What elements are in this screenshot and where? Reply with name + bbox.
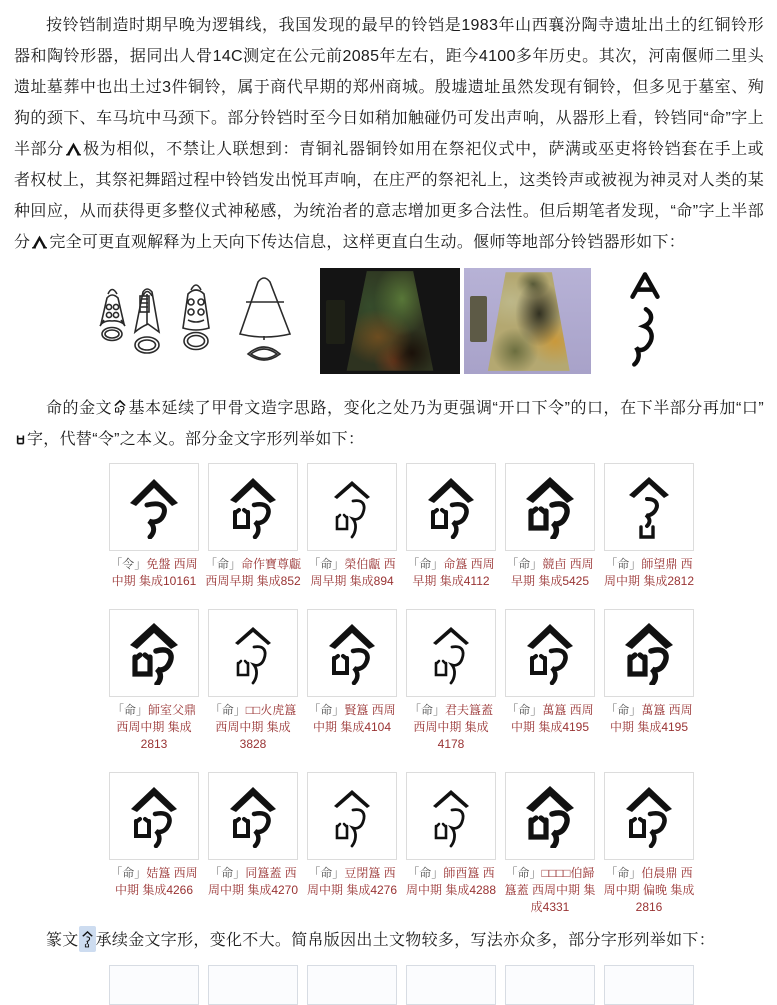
bronze-glyph-card	[307, 772, 397, 916]
bronze-glyph-image[interactable]	[208, 463, 298, 551]
seal-ming-inline-icon[interactable]	[79, 926, 96, 952]
caption-period-id: 西周中期 集成4266	[114, 866, 198, 897]
caption-bracket: 「命」	[407, 557, 444, 571]
bronze-glyph-caption	[204, 702, 302, 753]
paragraph2-text-c: 字，代替“令”之本义。部分金文字形列举如下：	[27, 431, 365, 448]
bronze-glyph-caption	[303, 702, 401, 736]
caption-bracket: 「命」	[605, 866, 642, 880]
bronze-glyph-card	[109, 463, 199, 590]
caption-bracket: 「命」	[110, 866, 147, 880]
bronze-glyph-caption	[501, 556, 599, 590]
bronze-glyph-caption	[402, 702, 500, 753]
bronze-glyph-card	[604, 609, 694, 753]
bronze-glyph-card	[208, 609, 298, 753]
bronze-glyph-card	[604, 772, 694, 916]
caption-period-id: 西周中期 集成4195	[510, 703, 594, 734]
paragraph2-text-a: 命的金文	[46, 400, 113, 417]
bell-body	[484, 272, 573, 371]
caption-vessel-name: 師酉簋	[443, 866, 480, 880]
bell-line-drawings-image[interactable]	[88, 274, 316, 366]
ji-glyph-icon	[30, 234, 49, 251]
paragraph1-text-b: 极为相似，不禁让人联想到：青铜礼器铜铃如用在祭祀仪式中，萨满或巫吏将铃铛套在手上或者权杖上，其祭祀舞蹈过程中铃铛发出悦耳声响，在庄严的祭祀礼上，这类铃声或被视为神灵对人类的某种回应，从而获得更多整仪式神秘感，为统治者的意志增加更多合法性。但后期笔者发现，“命”字上半部分	[14, 141, 764, 251]
bronze-glyph-image[interactable]	[406, 772, 496, 860]
caption-vessel-name: 榮伯甗	[344, 557, 381, 571]
paragraph-bells-history	[14, 10, 764, 258]
caption-bracket: 「命」	[308, 703, 345, 717]
ji-glyph-icon	[64, 141, 83, 158]
caption-vessel-name: 命作寶尊甗	[241, 557, 302, 571]
bronze-glyph-card	[505, 772, 595, 916]
bronze-glyph-card	[204, 463, 302, 590]
bronze-glyph-card-partial[interactable]	[604, 965, 694, 1005]
bronze-glyph-caption	[402, 556, 500, 590]
caption-vessel-name: 命簋	[443, 557, 468, 571]
caption-period-id: 西周早期 集成852	[205, 574, 301, 588]
bronze-glyph-image[interactable]	[604, 609, 694, 697]
bronze-glyph-caption	[303, 556, 401, 590]
bronze-glyph-caption	[402, 865, 500, 899]
bronze-glyph-image[interactable]	[604, 463, 694, 551]
caption-vessel-name: 賢簋	[344, 703, 369, 717]
bronze-glyph-card	[406, 772, 496, 916]
bronze-glyph-image[interactable]	[208, 772, 298, 860]
bronze-glyph-card	[406, 463, 496, 590]
paragraph-seal-script	[14, 925, 764, 956]
caption-period-id: 西周中期 集成3828	[215, 720, 291, 751]
bronze-glyph-caption	[204, 556, 302, 590]
bronze-glyph-card	[505, 463, 595, 590]
bronze-glyph-card-partial[interactable]	[109, 965, 199, 1005]
caption-vessel-name: 萬簋	[641, 703, 666, 717]
caption-vessel-name: 師望鼎	[641, 557, 678, 571]
bronze-glyph-card-partial[interactable]	[307, 965, 397, 1005]
caption-period-id: 西周中期 集成4331	[530, 883, 596, 914]
bronze-glyph-card-partial[interactable]	[406, 965, 496, 1005]
caption-period-id: 西周早期 集成4112	[412, 557, 495, 588]
caption-period-id: 西周中期 集成4195	[609, 703, 693, 734]
bronze-glyph-grid	[109, 463, 764, 916]
caption-bracket: 「命」	[308, 557, 345, 571]
bronze-glyph-image[interactable]	[604, 772, 694, 860]
bell-body	[340, 271, 441, 371]
caption-vessel-name: 萬簋	[542, 703, 567, 717]
bronze-bell-photo-dark[interactable]	[320, 268, 460, 374]
bronze-glyph-image[interactable]	[505, 609, 595, 697]
bronze-glyph-card	[208, 772, 298, 916]
caption-bracket: 「命」	[505, 866, 542, 880]
bronze-ming-inline-icon[interactable]	[112, 395, 128, 419]
caption-vessel-name: 姞簋	[146, 866, 171, 880]
bronze-glyph-card-partial[interactable]	[505, 965, 595, 1005]
bronze-glyph-image[interactable]	[208, 609, 298, 697]
caption-period-id: 西周中期 集成4178	[413, 720, 489, 751]
caption-vessel-name: 豆閉簋	[344, 866, 381, 880]
caption-bracket: 「命」	[407, 866, 444, 880]
bronze-glyph-caption	[204, 865, 302, 899]
paragraph3-text-b: 承续金文字形，变化不大。简帛版因出土文物较多，写法亦众多，部分字形列举如下：	[95, 932, 716, 949]
bronze-glyph-image[interactable]	[307, 609, 397, 697]
bell-lug	[326, 300, 346, 345]
caption-vessel-name: □□□□伯歸簋蓋	[504, 866, 595, 897]
bell-lug	[470, 296, 487, 343]
caption-period-id: 西周中期 集成4104	[312, 703, 396, 734]
kou-glyph-icon[interactable]	[14, 432, 27, 447]
caption-bracket: 「令」	[110, 557, 147, 571]
bronze-glyph-image[interactable]	[505, 772, 595, 860]
caption-period-id: 西周中期 集成4270	[207, 866, 299, 897]
caption-bracket: 「命」	[209, 703, 246, 717]
bronze-glyph-card	[505, 609, 595, 753]
caption-vessel-name: □□火虎簋	[245, 703, 297, 717]
bronze-glyph-caption	[600, 702, 698, 736]
caption-vessel-name: 君夫簋蓋	[445, 703, 494, 717]
bronze-glyph-image[interactable]	[109, 772, 199, 860]
caption-vessel-name: 同簋蓋	[245, 866, 282, 880]
caption-period-id: 西周中期 集成10161	[111, 557, 198, 588]
bronze-glyph-caption	[501, 865, 599, 916]
bronze-glyph-card	[307, 463, 397, 590]
caption-period-id: 西周中期 集成2812	[603, 557, 695, 588]
bronze-glyph-card	[307, 609, 397, 753]
caption-bracket: 「命」	[111, 703, 148, 717]
bronze-glyph-caption	[600, 556, 698, 590]
bronze-glyph-image[interactable]	[109, 609, 199, 697]
caption-bracket: 「命」	[209, 866, 246, 880]
caption-vessel-name: 師室父鼎	[148, 703, 197, 717]
bronze-glyph-card	[109, 609, 199, 753]
caption-bracket: 「命」	[506, 557, 543, 571]
paragraph3-text-a: 篆文	[46, 932, 79, 949]
caption-bracket: 「命」	[605, 557, 642, 571]
bronze-glyph-caption	[105, 702, 203, 753]
caption-bracket: 「命」	[308, 866, 345, 880]
bronze-glyph-image[interactable]	[406, 463, 496, 551]
caption-period-id: 西周中期 集成2813	[116, 720, 192, 751]
paragraph2-text-b: 基本延续了甲骨文造字思路，变化之处乃为更强调“开口下令”的口，在下半部分再加“口”	[128, 400, 764, 417]
caption-vessel-name: 免盤	[146, 557, 171, 571]
bronze-glyph-card	[109, 772, 199, 916]
bronze-glyph-caption	[501, 702, 599, 736]
bronze-glyph-caption	[600, 865, 698, 916]
bronze-glyph-image[interactable]	[505, 463, 595, 551]
oracle-ming-large-icon[interactable]	[625, 270, 665, 368]
caption-bracket: 「命」	[408, 703, 445, 717]
caption-period-id: 西周中期 集成4276	[306, 866, 398, 897]
bronze-glyph-card	[604, 463, 694, 590]
bronze-glyph-caption	[303, 865, 401, 899]
caption-bracket: 「命」	[506, 703, 543, 717]
paragraph-bronze-script	[14, 393, 764, 455]
bronze-glyph-caption	[105, 865, 203, 899]
paragraph1-text-c: 完全可更直观解释为上天向下传达信息，这样更直白生动。偃师等地部分铃铛器形如下：	[49, 234, 686, 251]
bronze-glyph-card-partial[interactable]	[208, 965, 298, 1005]
bronze-glyph-card	[406, 609, 496, 753]
artifact-image-strip	[88, 264, 764, 374]
caption-vessel-name: 競卣	[542, 557, 567, 571]
bronze-glyph-image[interactable]	[307, 463, 397, 551]
caption-bracket: 「命」	[605, 703, 642, 717]
bronze-glyph-caption	[105, 556, 203, 590]
caption-vessel-name: 伯晨鼎	[641, 866, 678, 880]
bronze-glyph-image[interactable]	[406, 609, 496, 697]
bronze-glyph-image[interactable]	[307, 772, 397, 860]
paragraph1-text-a: 按铃铛制造时期早晚为逻辑线，我国发现的最早的铃铛是1983年山西襄汾陶寺遗址出土的红铜铃形器和陶铃形器，据同出人骨14C测定在公元前2085年左右，距今4100多年历史。其次，河南偃师二里头遗址墓葬中也出土过3件铜铃，属于商代早期的郑州商城。殷墟遗址虽然发现有铜铃，但多见于墓室、殉狗的颈下、车马坑中马颈下。部分铃铛时至今日如稍加触碰仍可发出声响，从器形上看，铃铛同“命”字上半部分	[14, 17, 764, 158]
caption-period-id: 西周早期 集成5425	[510, 557, 594, 588]
caption-bracket: 「命」	[204, 557, 241, 571]
bronze-glyph-image[interactable]	[109, 463, 199, 551]
next-glyph-row-cutoff	[109, 965, 764, 1005]
caption-period-id: 西周早期 集成894	[310, 557, 396, 588]
caption-period-id: 西周中期 偏晚 集成2816	[603, 866, 695, 914]
bronze-bell-photo-light[interactable]	[464, 268, 591, 374]
caption-period-id: 西周中期 集成4288	[405, 866, 497, 897]
